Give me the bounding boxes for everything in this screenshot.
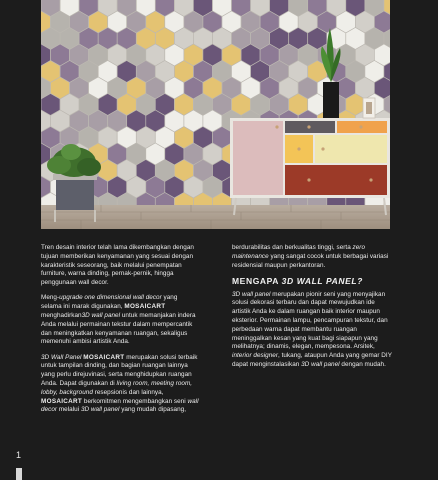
text-span: Meng-	[41, 294, 60, 302]
page-number: 1	[16, 450, 22, 460]
interior-illustration	[41, 0, 390, 229]
wall-decor-term: wall decor	[41, 397, 199, 414]
text-span: untuk memanjakan indera Anda melalui permainan tekstur dalam mempercantik dan meningkatkan kenyamanan ruangan, sekaligus memenuhi ambisi artistik Anda.	[41, 311, 196, 346]
page-left-margin	[0, 0, 41, 480]
small-frame	[363, 98, 375, 118]
scroll-indicator[interactable]	[16, 468, 22, 480]
text-span: melalui	[58, 406, 80, 414]
text-span: yang sangat cocok untuk berbagai variasi residensial maupun perkantoran.	[232, 252, 389, 269]
text-span: dengan mudah.	[341, 360, 386, 368]
upgrade-phrase: upgrade one dimensional wall decor	[59, 294, 162, 302]
text-span: merupakan solusi terbaik untuk tampilan dinding, dan bagian ruangan lainnya yang perlu direjuvinasi, serta menghidupkan ruangan Anda. Dapat digunakan di	[41, 353, 198, 387]
vase	[323, 82, 339, 118]
cabinet-drawer	[315, 135, 387, 163]
continuation-paragraph	[232, 244, 392, 270]
text-span: yang selama ini marak digunakan,	[41, 294, 178, 311]
intro-paragraph: Tren desain interior telah lama dikembangkan dengan tujuan memberikan kenyamanan yang sesuai dengan karakteristik seseorang, baik melalui penempatan furniture, warna dinding, pernak-pernik, hingga penggunaan wall decor.	[41, 244, 194, 287]
pioneer-paragraph	[232, 291, 392, 370]
brand-name: MOSAICART	[83, 353, 125, 361]
text-span: berkomitmen mengembangkan seni	[83, 397, 186, 405]
text-column-left	[41, 244, 199, 422]
text-span: merupakan pionir seni yang menyajikan solusi dekorasi terbaru dan dapat mewujudkan ide artistik Anda ke dalam ruangan baik interior maupun eksterior. Permainan lampu, pencampuran tekstur, dan perbedaan warna dapat membantu ruangan meninggalkan kesan yang kuat bagi siapapun yang melihatnya; dinamis, elegan, mempesona. Arsitek,	[232, 290, 388, 351]
plant-pot	[56, 176, 94, 210]
product-name: 3D wall panel	[301, 360, 340, 368]
brand-name: MOSAICART	[124, 303, 166, 311]
product-name: 3D Wall Panel	[41, 353, 82, 361]
brand-name: MOSAICART	[41, 397, 83, 405]
product-name: 3D wall panel	[80, 406, 120, 414]
text-column-right	[232, 244, 392, 376]
text-span: menghadirkan	[41, 311, 82, 319]
interior-photo	[41, 0, 390, 229]
page-right-margin	[390, 0, 438, 480]
upgrade-paragraph	[41, 294, 199, 347]
cabinet-door	[233, 121, 283, 195]
heading-prefix: MENGAPA	[232, 275, 279, 286]
text-span: , tukang, ataupun Anda yang gemar DIY dapat menginstalasikan	[232, 352, 392, 368]
heading-product: 3D WALL PANEL?	[281, 275, 363, 286]
text-span: yang mudah dipasang,	[121, 406, 187, 414]
text-span: resepsionis dan lainnya,	[94, 388, 164, 396]
section-heading	[232, 277, 392, 286]
product-name: 3D wall panel	[81, 311, 121, 319]
text-span: berdurabilitas dan berkualitas tinggi, serta	[232, 244, 351, 251]
zero-maintenance-term: zero maintenance	[232, 244, 366, 260]
interior-designer-term: interior designer	[232, 352, 278, 360]
solution-paragraph	[41, 354, 199, 416]
room-list: living room, meeting room, lobby, background	[41, 379, 193, 396]
product-name: 3D wall panel	[232, 290, 271, 298]
